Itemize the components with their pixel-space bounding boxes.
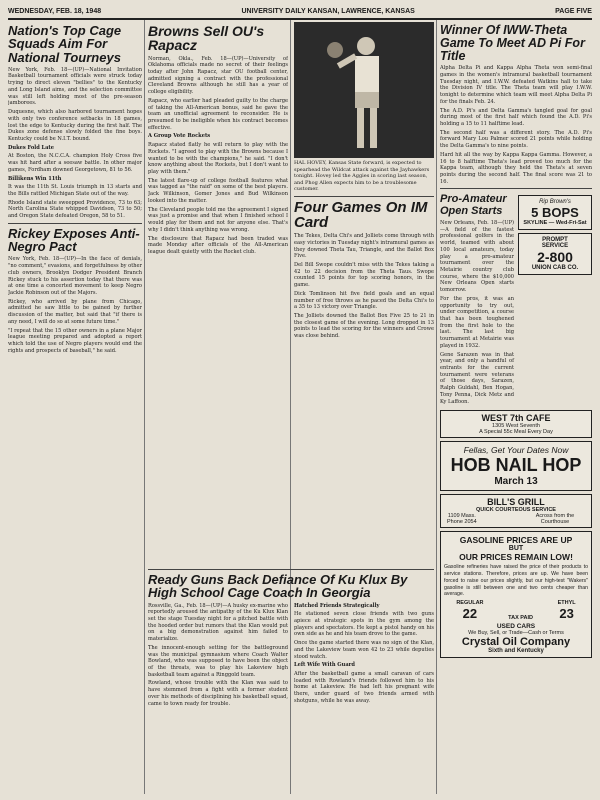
story-paragraph: Rossville, Ga., Feb. 18—(UP)—A husky ex-marine who reportedly aroused the antipathy of the Ku Klux Klan set the stage Tuesday night for a pitched battle with the hooded order but rumors that the Klan would put on a big demonstration against him failed to materialize. [148, 602, 288, 643]
ad-text: SKYLINE — Wed-Fri-Sat [523, 220, 587, 227]
ad-text: USED CARS [496, 623, 536, 631]
ad-text: WEST 7th CAFE [481, 413, 551, 424]
story-klux [148, 566, 434, 794]
story-paragraph: New York, Feb. 18—(UP)—National Invitation Basketball tournament officials were struck today trying to direct eleven "bellies" to the Kentucky and Long Island aims, and the selection committee was still left holding most of the pre-season jamborees. [8, 66, 142, 107]
story-paragraph: New Orleans, Feb. 18—(UP)—A field of the fastest professional golfers in the world, teamed with about 100 local amateurs, today play a pro-amateur tournament over the Metairie country club course, where the $10,000 New Orleans Open starts tomorrow. [440, 219, 514, 294]
ad-text: ETHYL [557, 600, 576, 607]
column-rule [436, 20, 437, 794]
story-paragraph: Hard hit all the way by Kappa Kappa Gamma. However, a 16 to 8 halftime Theta's lead proved too much for the Kappa team, although they held the Theta's at seven points during the second half. The final score was 21 to 16. [440, 151, 592, 185]
ad-text: Rip Brown's [539, 199, 571, 206]
ad-west-7th-cafe [440, 410, 592, 438]
column-rule [144, 20, 145, 794]
story-paragraph: He stationed seven close friends with two guns apiece at strategic spots in the gym among the players and spectators. He kept a pistol handy on his own side as he and his team drove to the game. [294, 611, 434, 638]
story-paragraph: For the pros, it was an opportunity to try out, under competition, a course that has been toughened from the first hole to the last. The last big tournament at Metairie was played in 1932. [440, 295, 514, 349]
story-paragraph: Rowland, whose trouble with the Klan was said to have stemmed from a fight with a former student over his methods of disciplining his basketball squad, came to town ready for trouble. [148, 680, 288, 707]
headline-cage-squads: Nation's Top Cage Squads Aim For National Tourneys [8, 23, 122, 65]
ad-text: OUR PRICES REMAIN LOW! [459, 552, 573, 563]
ad-text: Gasoline refineries have raised the price of their products to service stations. Therefore, prices are up. We have been forced to raise our prices slightly, but our high-test "Wakers" gasoline is still between one and two cents cheaper than average. [444, 564, 588, 598]
ad-text: UNION CAB CO. [531, 265, 579, 272]
ad-text: A Special 55c Meal Every Day [479, 429, 553, 436]
story-paragraph: The Tekes, Delta Chi's and Jolliets come through with easy victories in Tuesday night's intramural games as they downed Theta Tau, Triangle, and the Ballot Box Five. [294, 233, 434, 260]
story-paragraph: The latest flare-up of college football features what was tagged as "the raid" on some of the best players. Jack Wilkinson, Gomer Jones and Bud Wilkinson looked into the matter. [148, 177, 288, 204]
masthead-page: PAGE FIVE [555, 7, 592, 15]
ad-text: Fellas, Get Your Dates Now [463, 445, 569, 456]
divider [440, 188, 592, 189]
headline-pro-amateur: Pro-Amateur Open Starts [440, 193, 507, 217]
ad-text: March 13 [494, 476, 538, 488]
headline-rapacz: Browns Sell OU's Rapacz [148, 23, 265, 54]
ad-text: 2-800 [537, 249, 573, 266]
ad-text: REGULAR [456, 600, 484, 607]
ad-5-bops [518, 195, 592, 230]
divider [294, 196, 434, 197]
headline-im-card: Four Games On IM Card [294, 198, 428, 231]
ad-text: TAX PAID [508, 615, 533, 622]
ad-text: Crystal Oil Company [461, 636, 571, 649]
story-paragraph: Rickey, who arrived by plane from Chicago, admitted he saw little to be gained by further discussion of the matter, but said that "if there is any need, I will do so at some future time." [8, 298, 142, 325]
story-paragraph: Del Bill Swope couldn't miss with the Tekes taking a 42 to 22 decision from the Theta Taus. Swope counted 15 points for top scoring honors, in the game. [294, 261, 434, 289]
masthead [8, 4, 592, 20]
subhead: Dukes Fold Late [8, 144, 55, 151]
story-paragraph: At Boston, the N.C.C.A. champion Holy Cross five was hit hard after a seesaw battle. In other major games, Fordham downed Georgetown, 81 to 56. [8, 153, 142, 173]
masthead-paper: UNIVERSITY DAILY KANSAN, LAWRENCE, KANSAS [241, 7, 415, 15]
column-second [148, 22, 288, 562]
story-paragraph: Alpha Delta Pi and Kappa Alpha Theta won semi-final games in the women's intramural basketball tournament Tuesday night, and I.W.W. defeated Watkins hall to take the Division IV title. The Theta team will play I.W.W. tonight to determine which team will meet Alpha Delta Pi for the finals Feb. 24. [440, 65, 592, 105]
story-paragraph: The Cleveland people told me the agreement I signed was just a promise and that when I finished school I would play for them and not for anyone else. That's why I didn't think anything was wrong. [148, 206, 288, 233]
story-paragraph: Rhode Island state sweepped Providence, 73 to 63; North Carolina State whipped Davidson, 73 to 50; and Oregon State defeated Oregon, 58 to 51. [8, 199, 142, 220]
ad-text: Sixth and Kentucky [488, 648, 544, 655]
ad-text: 5 BOPS [531, 205, 579, 221]
ad-text: HOB NAIL HOP [450, 455, 582, 476]
story-paragraph: After the basketball game a small caravan of cars loaded with Rowland's friends followed him to his home at Lakeview. He had left his pregnant wife there, under guard of two friends armed with shotguns, while he was away. [294, 670, 434, 704]
story-paragraph: New York, Feb. 18—(UP)—In the face of denials, "no comment," evasions, and forgetfulness by other club owners, Brooklyn Dodger President Branch Rickey stuck to his assertion today that there was at one time a concerted movement to keep Negro Jackie Robinson out of the Majors. [8, 256, 142, 296]
divider [8, 223, 142, 224]
photo-caption: HAL HOVEY, Kansas State forward, is expected to spearhead the Wildcat attack against the Jayhawkers tonight. Hovey led the Aggies in scoring last season, and Phog Allen expects him to be a troublesome customer. [294, 160, 430, 192]
ad-text: QUICK COURTEOUS SERVICE [476, 507, 556, 514]
ad-text: GASOLINE PRICES ARE UP [459, 535, 573, 546]
story-paragraph: The innocent-enough setting for the battleground was the municipal gymnasium where Coach Walter Bowland, who was supposed to have been the object of the threats, was to play his Lakeview high basketball team against a Ringgold team. [148, 644, 288, 678]
story-paragraph: The A.D. Pi's and Delta Gamma's tangled goal for goal during most of the first half which found the A.D. Pi's holding a 15 to 11 halftime lead. [440, 107, 592, 127]
story-paragraph: The disclosure that Rapacz had been traded was made Monday after officials of the All-American league dealt quietly with the Rocket club. [148, 235, 288, 255]
story-paragraph: Rapacz, who earlier had pleaded guilty to the charge of taking the All-American bonus, said he gave the team an unofficial agreement to reconsider. He is presumed to be ineligible when his contract becomes effective. [148, 97, 288, 131]
headline-iww-theta: Winner Of IWW-Theta Game To Meet AD Pi For Title [440, 23, 585, 63]
story-paragraph: Dick Tomlinson hit five field goals and an equal number of free throws as he paced the Delta Chi's to a 35 to 13 victory over Triangle. [294, 290, 434, 311]
ad-text: BILL'S GRILL [487, 497, 545, 508]
ad-text: 1109 Mass. [447, 513, 476, 520]
ad-union-cab [518, 233, 592, 275]
headline-rickey: Rickey Exposes Anti-Negro Pact [8, 225, 140, 255]
subhead: Billikens Win 11th [8, 175, 62, 182]
story-paragraph: The second half was a different story. The A.D. Pi's forward Mary Lou Palmer scored 21 points while holding the Delta Gamma's to nine points. [440, 129, 592, 150]
story-paragraph: Once the game started there was no sign of the Klan, and the Lakeview team won 42 to 23 while deputies stood watch. [294, 640, 434, 660]
story-paragraph: Rapacz stated flatly he will return to play with the Rockets. "I agreed to play with the Browns because I wanted to be with the champions," he said. "I don't know anything about the Rockets, but I don't want to play with them." [148, 142, 288, 176]
story-paragraph: Norman, Okla., Feb. 18—(UP)—University of Oklahoma officials made no secret of their feelings today after John Rapacz, star OU football center, admitted signing a contract with the professional Cleveland Browns although he still has a year of college eligibility. [148, 55, 288, 96]
ad-crystal-oil [440, 531, 592, 658]
column-left [8, 22, 142, 794]
ad-text: We Buy, Sell, or Trade—Cash or Terms [468, 630, 564, 637]
subhead: A Group Vote Rockets [148, 133, 211, 140]
subhead: Hatched Friends Strategically [294, 602, 380, 609]
story-paragraph: Gene Sarazen was in that year, and only a handful of entrants for the current tournament were veterans of those days, Sarazen, Ralph Guldahl, Ben Hogan, Tony Penna, Dick Metz and Ky Laffoon. [440, 351, 514, 405]
subhead: Left Wife With Guard [294, 662, 355, 669]
ad-bills-grill [440, 494, 592, 528]
column-third [294, 22, 434, 562]
story-paragraph: It was the 11th St. Louis triumph in 13 starts and the Bills rattled Michigan State out of the way. [8, 184, 142, 197]
masthead-date: WEDNESDAY, FEB. 18, 1948 [8, 7, 102, 15]
story-paragraph: Duquesne, which also harbored tournament hopes with only two conference setbacks in 18 games, lost the edge to Kentucky during the first half. The Dukes zone defense slowly folded the fine boys. Kentucky could be N.I.T. bound. [8, 109, 142, 142]
ad-text: 1305 West Seventh [492, 423, 540, 430]
price-regular: 22 [462, 606, 478, 622]
ad-text: Phone 2054 [447, 519, 477, 526]
ad-text: SERVICE [541, 243, 569, 250]
player-photo [294, 22, 434, 158]
story-paragraph: The Jolliets downed the Ballot Box Five 25 to 21 in the closest game of the evening. Long dropped in 13 points to lead the scoring for the winners and Crowe was close behind. [294, 313, 434, 340]
story-paragraph: "I repeat that the 15 other owners in a plane Major league meeting prepared and adopted a report which told the use of Negro players would end the rights and prospects of baseball," he said. [8, 327, 142, 354]
headline-klux: Ready Guns Back Defiance Of Ku Klux By High School Cage Coach In Georgia [148, 572, 408, 601]
price-ethyl: 23 [559, 606, 574, 622]
divider [148, 569, 434, 570]
basketball-player-image [319, 28, 409, 158]
column-right [440, 22, 592, 794]
ad-text: Across from the Courthouse [535, 513, 575, 526]
ad-text: BUT [508, 545, 524, 553]
ad-hob-nail-hop [440, 441, 592, 491]
ad-text: PROMPT [542, 237, 568, 244]
